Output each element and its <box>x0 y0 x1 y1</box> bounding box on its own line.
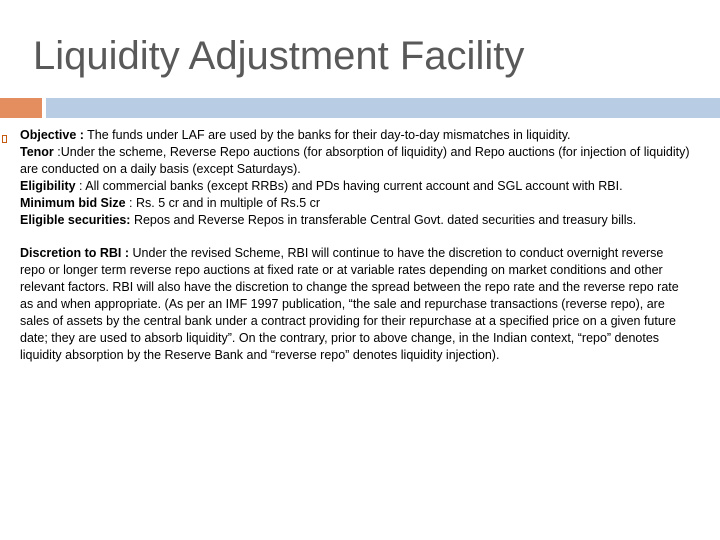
accent-bar-blue <box>46 98 720 118</box>
objective-text: The funds under LAF are used by the banks for their day-to-day mismatches in liquidity. <box>83 128 571 142</box>
tenor-paragraph <box>20 144 690 178</box>
eligibility-text: : All commercial banks (except RRBs) and PDs having current account and SGL account with RBI. <box>75 179 623 193</box>
tenor-text: :Under the scheme, Reverse Repo auctions (for absorption of liquidity) and Repo auctions (for injection of liquidity) are conducted on a daily basis (except Saturdays). <box>20 145 690 176</box>
bullet-icon <box>2 135 7 143</box>
min-bid-text: : Rs. 5 cr and in multiple of Rs.5 cr <box>125 196 321 210</box>
discretion-text: Under the revised Scheme, RBI will continue to have the discretion to conduct overnight reverse repo or longer term reverse repo auctions at fixed rate or at variable rates depending on market conditions and other relevant factors. RBI will also have the discretion to change the spread between the repo rate and the reverse repo rate as and when appropriate. (As per an IMF 1997 publication, “the sale and repurchase transactions (reverse repo), are sales of assets by the central bank under a contract providing for their repurchase at a specified price on a given future date; they are used to absorb liquidity”. On the contrary, prior to above change, in the Indian context, “repo” denotes liquidity absorption by the Reserve Bank and “reverse repo” denotes liquidity injection). <box>20 246 679 362</box>
slide-title: Liquidity Adjustment Facility <box>33 34 525 78</box>
eligibility-label: Eligibility <box>20 179 76 193</box>
min-bid-label: Minimum bid Size <box>20 196 126 210</box>
eligibility-paragraph <box>20 178 690 195</box>
securities-paragraph <box>20 212 690 229</box>
discretion-paragraph <box>20 245 690 364</box>
min-bid-paragraph <box>20 195 690 212</box>
discretion-label: Discretion to RBI : <box>20 246 130 260</box>
paragraph-gap <box>20 229 690 245</box>
objective-label: Objective : <box>20 128 84 142</box>
securities-text: Repos and Reverse Repos in transferable Central Govt. dated securities and treasury bills. <box>130 213 637 227</box>
objective-paragraph <box>20 127 690 144</box>
accent-bar-orange <box>0 98 42 118</box>
tenor-label: Tenor <box>20 145 54 159</box>
slide-content <box>20 127 690 364</box>
securities-label: Eligible securities: <box>20 213 131 227</box>
